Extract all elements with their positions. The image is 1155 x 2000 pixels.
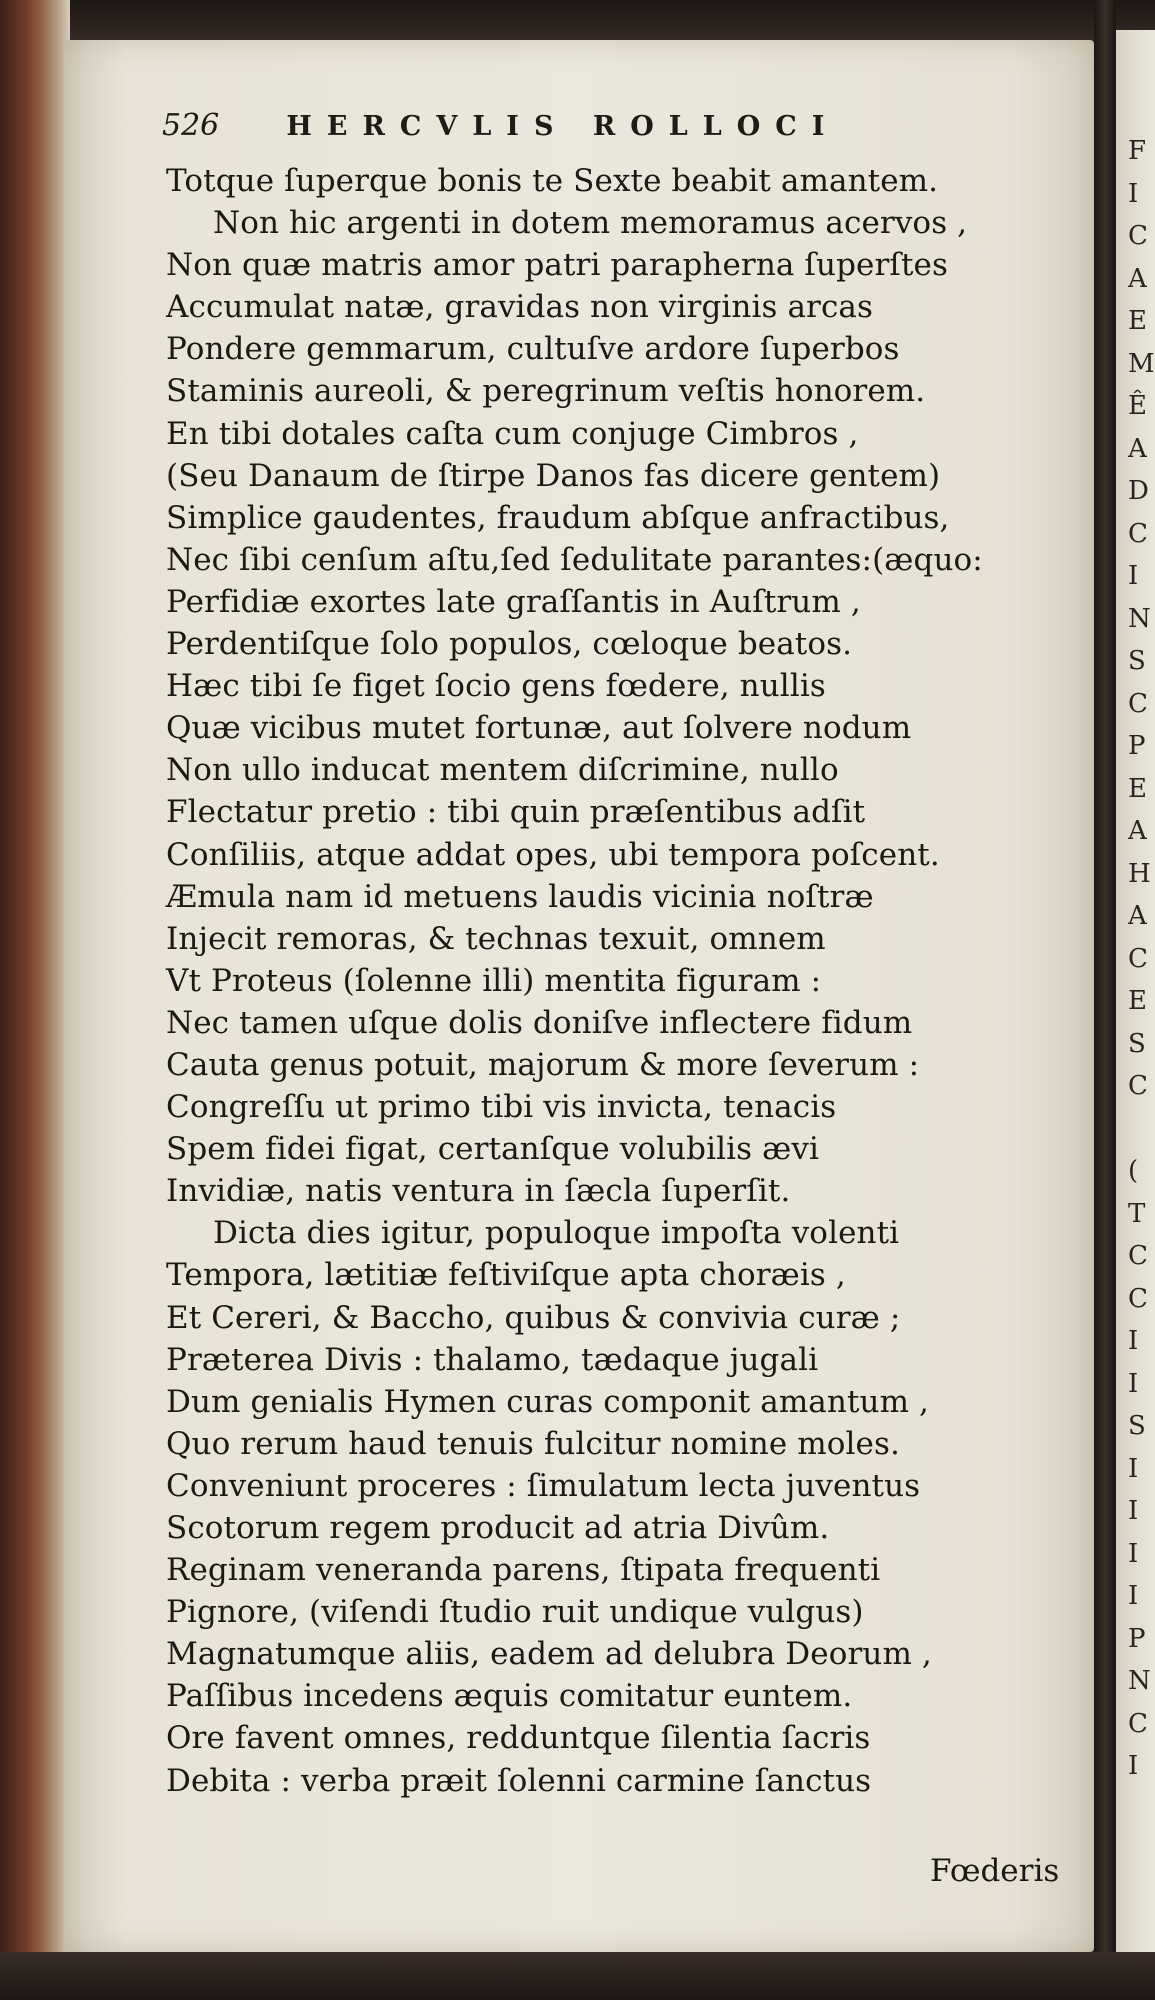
catchword: Fœderis [930, 1853, 1060, 1889]
facing-letter: A [1128, 433, 1147, 464]
text-line: Cauta genus potuit, majorum & more ſeverum : [166, 1046, 920, 1083]
text-line: Congreſſu ut primo tibi vis invicta, tenacis [166, 1089, 837, 1126]
text-line: Quo rerum haud tenuis fulcitur nomine moles. [166, 1425, 900, 1462]
facing-letter: C [1128, 518, 1148, 549]
text-line: Dicta dies igitur, populoque impoſta volenti [213, 1215, 900, 1252]
facing-letter: C [1128, 1708, 1148, 1739]
text-line: Nec ſibi cenſum aſtu,ſed ſedulitate parantes:(æquo: [166, 541, 983, 578]
text-line: Scotorum regem producit ad atria Divûm. [166, 1510, 830, 1546]
text-line: Conſiliis, atque addat opes, ubi tempora poſcent. [166, 836, 940, 873]
facing-letter: I [1128, 561, 1139, 591]
facing-letter: E [1128, 306, 1147, 336]
text-line: Totque ſuperque bonis te Sexte beabit amantem. [166, 163, 939, 199]
facing-letter: C [1128, 688, 1148, 719]
poem-text [166, 160, 1091, 1802]
text-line: Perdentiſque ſolo populos, cœloque beatos. [166, 626, 853, 663]
text-line: Invidiæ, natis ventura in ſæcla ſuperſit. [166, 1173, 791, 1210]
text-line: Tempora, lætitiæ feſtiviſque apta choræis , [166, 1257, 846, 1294]
facing-letter: M [1128, 348, 1155, 379]
facing-letter: N [1128, 603, 1151, 634]
page-number: 526 [162, 108, 220, 143]
text-line: Staminis aureoli, & peregrinum veſtis honorem. [166, 373, 926, 410]
facing-letter: S [1128, 1411, 1146, 1441]
text-line: En tibi dotales caſta cum conjuge Cimbros , [166, 415, 859, 452]
facing-letter: I [1128, 1368, 1139, 1399]
facing-letter: I [1128, 178, 1139, 209]
facing-page-letters [1128, 130, 1155, 1788]
text-line: Nec tamen uſque dolis doniſve inflectere fidum [166, 1004, 913, 1041]
binding-left-edge [0, 0, 70, 2000]
facing-letter: D [1128, 476, 1149, 506]
facing-letter: I [1128, 1453, 1139, 1484]
text-line: Perfidiæ exortes late graſſantis in Auſtrum , [166, 583, 861, 620]
facing-letter [1128, 1108, 1155, 1151]
binding-bottom [0, 1952, 1155, 2000]
facing-letter: H [1128, 858, 1151, 889]
text-line: Reginam veneranda parens, ſtipata frequenti [166, 1552, 881, 1589]
facing-letter: I [1128, 1326, 1139, 1356]
facing-letter: P [1128, 731, 1146, 761]
text-line: Accumulat natæ, gravidas non virginis arcas [166, 289, 874, 326]
text-line: Non quæ matris amor patri parapherna ſuperſtes [166, 247, 948, 284]
facing-letter: I [1128, 1538, 1139, 1569]
facing-letter: P [1128, 1623, 1146, 1654]
facing-letter: C [1128, 1283, 1148, 1314]
facing-letter: C [1128, 221, 1148, 251]
facing-letter: S [1128, 1028, 1146, 1059]
text-line: Debita : verba præit ſolenni carmine ſanctus [166, 1762, 872, 1799]
text-line: Paſſibus incedens æquis comitatur euntem. [166, 1678, 853, 1715]
text-line: Præterea Divis : thalamo, tædaque jugali [166, 1341, 819, 1378]
running-title: HERCVLIS ROLLOCI [286, 111, 840, 142]
text-line: Pignore, (viſendi ſtudio ruit undique vulgus) [166, 1594, 864, 1631]
facing-letter: E [1128, 773, 1147, 804]
text-line: Ore favent omnes, redduntque ſilentia ſacris [166, 1720, 871, 1757]
text-line: Spem fidei figat, certanſque volubilis ævi [166, 1131, 819, 1168]
text-line: Hæc tibi ſe figet ſocio gens fœdere, nullis [166, 668, 826, 705]
text-line: Quæ vicibus mutet fortunæ, aut ſolvere nodum [166, 710, 912, 747]
text-line: Vt Proteus (ſolenne illi) mentita figuram : [166, 962, 822, 999]
facing-letter: C [1128, 1071, 1148, 1101]
facing-letter: E [1128, 986, 1147, 1016]
text-line: Non hic argenti in dotem memoramus acervos , [213, 205, 968, 242]
facing-letter: C [1128, 943, 1148, 974]
facing-letter: ( [1128, 1156, 1139, 1186]
facing-letter: F [1128, 136, 1147, 166]
text-line: Injecit remoras, & technas texuit, omnem [166, 920, 826, 957]
facing-letter: C [1128, 1241, 1148, 1271]
text-line: Conveniunt proceres : ſimulatum lecta juventus [166, 1467, 921, 1504]
gutter [1094, 0, 1116, 2000]
text-line: Flectatur pretio : tibi quin præſentibus adſit [166, 794, 866, 831]
text-line: Et Cereri, & Baccho, quibus & convivia curæ ; [166, 1299, 901, 1336]
facing-letter: A [1128, 816, 1147, 846]
facing-letter: I [1128, 1581, 1139, 1611]
facing-letter: A [1128, 263, 1147, 294]
facing-letter: I [1128, 1496, 1139, 1526]
text-line: Dum genialis Hymen curas componit amantum , [166, 1383, 929, 1420]
facing-letter: N [1128, 1666, 1151, 1696]
text-line: Non ullo inducat mentem diſcrimine, nullo [166, 752, 839, 789]
facing-letter: A [1128, 901, 1147, 931]
facing-letter: S [1128, 646, 1146, 676]
facing-letter: T [1128, 1198, 1146, 1229]
text-line: Pondere gemmarum, cultuſve ardore ſuperbos [166, 331, 900, 368]
facing-letter: I [1128, 1751, 1139, 1781]
running-head [162, 108, 1062, 160]
text-line: Æmula nam id metuens laudis vicinia noſtræ [166, 878, 874, 915]
text-line: (Seu Danaum de ſtirpe Danos fas dicere gentem) [166, 457, 941, 494]
text-line: Simplice gaudentes, fraudum abſque anfractibus, [166, 499, 950, 536]
text-line: Magnatumque aliis, eadem ad delubra Deorum , [166, 1636, 932, 1673]
facing-letter: Ê [1128, 391, 1147, 421]
